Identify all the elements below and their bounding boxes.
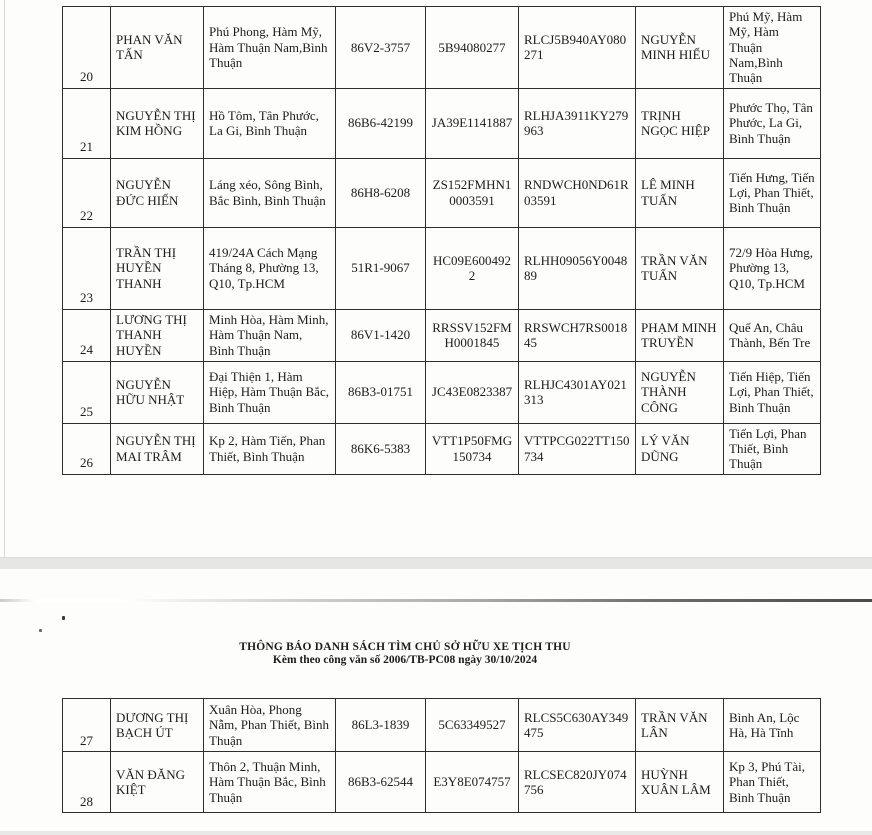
cell-second-name: NGUYỄN THÀNH CÔNG — [636, 361, 724, 423]
cell-second-address: Kp 3, Phú Tài, Phan Thiết, Bình Thuận — [724, 752, 821, 813]
cell-second-name: LÝ VĂN DŨNG — [636, 423, 724, 474]
cell-frame-number: RLHH09056Y004889 — [519, 227, 636, 309]
cell-row-number: 25 — [63, 361, 111, 423]
cell-frame-number: RNDWCH0ND61R03591 — [519, 158, 636, 227]
cell-second-name: PHẠM MINH TRUYỀN — [636, 309, 724, 361]
table-row — [63, 88, 821, 158]
cell-engine-number: ZS152FMHN10003591 — [426, 158, 519, 227]
table-row — [63, 423, 821, 474]
cell-row-number: 20 — [63, 7, 111, 89]
scan-shadow-line — [0, 599, 872, 602]
cell-frame-number: RLCSEC820JY074756 — [519, 752, 636, 813]
cell-second-name: NGUYỄN MINH HIẾU — [636, 7, 724, 89]
table-row — [63, 309, 821, 361]
cell-frame-number: RLHJC4301AY021313 — [519, 361, 636, 423]
ink-speck — [39, 629, 42, 632]
cell-engine-number: VTT1P50FMG150734 — [426, 423, 519, 474]
cell-second-address: Phú Mỹ, Hàm Mỹ, Hàm Thuận Nam,Bình Thuận — [724, 7, 821, 89]
table-row — [63, 7, 821, 89]
cell-engine-number: JC43E0823387 — [426, 361, 519, 423]
cell-owner-name: PHAN VĂN TẤN — [111, 7, 204, 89]
cell-owner-address: Thôn 2, Thuận Minh, Hàm Thuận Bắc, Bình Thuận — [204, 752, 336, 813]
cell-license-plate: 86K6-5383 — [336, 423, 426, 474]
cell-license-plate: 86L3-1839 — [336, 699, 426, 752]
cell-row-number: 21 — [63, 88, 111, 158]
cell-second-address: Phước Thọ, Tân Phước, La Gi, Bình Thuận — [724, 88, 821, 158]
cell-license-plate: 86B3-01751 — [336, 361, 426, 423]
cell-owner-address: Xuân Hòa, Phong Nẫm, Phan Thiết, Bình Thuận — [204, 699, 336, 752]
cell-second-address: Tiến Hiệp, Tiến Lợi, Phan Thiết, Bình Thuận — [724, 361, 821, 423]
cell-second-name: TRẦN VĂN TUẤN — [636, 227, 724, 309]
cell-owner-name: NGUYỄN HỮU NHẬT — [111, 361, 204, 423]
cell-license-plate: 86B6-42199 — [336, 88, 426, 158]
cell-second-name: LÊ MINH TUẤN — [636, 158, 724, 227]
page-title: THÔNG BÁO DANH SÁCH TÌM CHỦ SỞ HỮU XE TỊCH THU — [239, 641, 571, 653]
cell-second-address: 72/9 Hòa Hưng, Phường 13, Q10, Tp.HCM — [724, 227, 821, 309]
cell-row-number: 23 — [63, 227, 111, 309]
cell-second-address: Tiến Hưng, Tiến Lợi, Phan Thiết, Bình Thuận — [724, 158, 821, 227]
cell-license-plate: 86V1-1420 — [336, 309, 426, 361]
cell-owner-name: LƯƠNG THỊ THANH HUYỀN — [111, 309, 204, 361]
cell-license-plate: 86B3-62544 — [336, 752, 426, 813]
cell-row-number: 26 — [63, 423, 111, 474]
ink-speck — [62, 616, 65, 620]
cell-frame-number: RRSWCH7RS001845 — [519, 309, 636, 361]
cell-owner-name: NGUYỄN THỊ MAI TRÂM — [111, 423, 204, 474]
cell-owner-address: Phú Phong, Hàm Mỹ, Hàm Thuận Nam,Bình Thuận — [204, 7, 336, 89]
cell-row-number: 27 — [63, 699, 111, 752]
table-row — [63, 158, 821, 227]
cell-license-plate: 86V2-3757 — [336, 7, 426, 89]
cell-owner-name: DƯƠNG THỊ BẠCH ÚT — [111, 699, 204, 752]
cell-owner-address: Kp 2, Hàm Tiến, Phan Thiết, Bình Thuận — [204, 423, 336, 474]
cell-engine-number: JA39E1141887 — [426, 88, 519, 158]
cell-frame-number: VTTPCG022TT150734 — [519, 423, 636, 474]
table-row — [63, 361, 821, 423]
cell-second-name: HUỲNH XUÂN LÂM — [636, 752, 724, 813]
scan-edge-artifact — [4, 0, 5, 558]
cell-frame-number: RLCS5C630AY349475 — [519, 699, 636, 752]
cell-second-address: Tiến Lợi, Phan Thiết, Bình Thuận — [724, 423, 821, 474]
table-row — [63, 752, 821, 813]
cell-engine-number: RRSSV152FMH0001845 — [426, 309, 519, 361]
cell-license-plate: 86H8-6208 — [336, 158, 426, 227]
cell-second-name: TRẦN VĂN LÂN — [636, 699, 724, 752]
cell-row-number: 28 — [63, 752, 111, 813]
cell-engine-number: 5C63349527 — [426, 699, 519, 752]
bottom-scan-band — [0, 831, 872, 835]
cell-owner-address: Đại Thiện 1, Hàm Hiệp, Hàm Thuận Bắc, Bình Thuận — [204, 361, 336, 423]
vehicle-table-page2 — [62, 698, 821, 813]
cell-license-plate: 51R1-9067 — [336, 227, 426, 309]
cell-engine-number: HC09E6004922 — [426, 227, 519, 309]
cell-owner-address: Minh Hòa, Hàm Minh, Hàm Thuận Nam, Bình Thuận — [204, 309, 336, 361]
cell-second-address: Quế An, Châu Thành, Bến Tre — [724, 309, 821, 361]
cell-owner-name: TRẦN THỊ HUYỀN THANH — [111, 227, 204, 309]
cell-owner-name: NGUYỄN THỊ KIM HỒNG — [111, 88, 204, 158]
table-row — [63, 699, 821, 752]
page-subtitle: Kèm theo công văn số 2006/TB-PC08 ngày 30/10/2024 — [272, 654, 538, 666]
cell-owner-name: VĂN ĐĂNG KIỆT — [111, 752, 204, 813]
page-break-band — [0, 557, 872, 569]
cell-row-number: 24 — [63, 309, 111, 361]
cell-frame-number: RLHJA3911KY279963 — [519, 88, 636, 158]
cell-owner-address: 419/24A Cách Mạng Tháng 8, Phường 13, Q10, Tp.HCM — [204, 227, 336, 309]
cell-owner-address: Hồ Tôm, Tân Phước, La Gi, Bình Thuận — [204, 88, 336, 158]
cell-second-name: TRỊNH NGỌC HIỆP — [636, 88, 724, 158]
cell-owner-name: NGUYỄN ĐỨC HIẾN — [111, 158, 204, 227]
cell-frame-number: RLCJ5B940AY080271 — [519, 7, 636, 89]
document-heading — [0, 641, 810, 666]
table-row — [63, 227, 821, 309]
cell-second-address: Bình An, Lộc Hà, Hà Tĩnh — [724, 699, 821, 752]
cell-engine-number: E3Y8E074757 — [426, 752, 519, 813]
cell-owner-address: Láng xéo, Sông Bình, Bắc Bình, Bình Thuận — [204, 158, 336, 227]
cell-row-number: 22 — [63, 158, 111, 227]
vehicle-table-page1 — [62, 6, 821, 475]
cell-engine-number: 5B94080277 — [426, 7, 519, 89]
